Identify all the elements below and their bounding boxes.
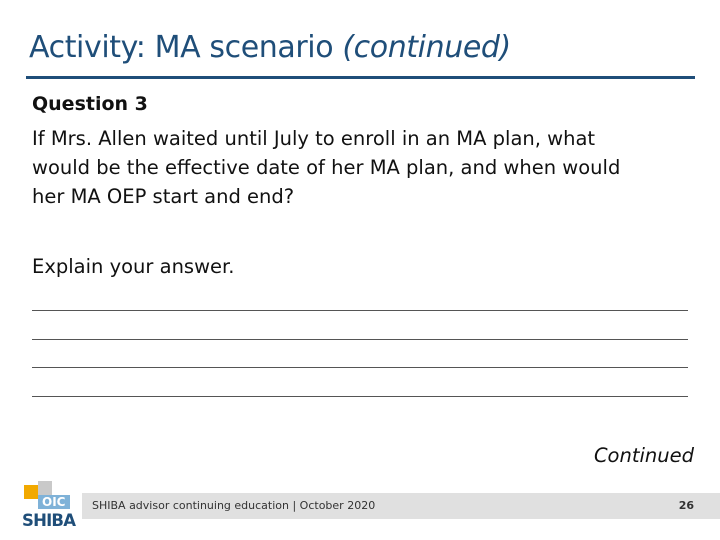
logo-oic-text: OIC (42, 495, 66, 509)
continued-label: Continued (593, 444, 694, 467)
shiba-logo (22, 481, 76, 533)
answer-line (32, 396, 688, 397)
logo-wa-text: WA (57, 488, 68, 495)
footer-text: SHIBA advisor continuing education | October 2020 (92, 499, 376, 512)
page-number: 26 (678, 499, 694, 512)
logo-gold-square (24, 485, 38, 499)
answer-line (32, 339, 688, 340)
question-line: her MA OEP start and end? (32, 185, 295, 208)
logo-shiba-text: SHIBA (22, 511, 76, 530)
question-text (32, 124, 702, 211)
explain-prompt: Explain your answer. (32, 255, 235, 278)
question-label: Question 3 (32, 93, 148, 115)
title-main: Activity: MA scenario (29, 30, 343, 65)
slide-title (29, 26, 511, 70)
answer-line (32, 310, 688, 311)
title-divider (26, 76, 695, 79)
question-line: If Mrs. Allen waited until July to enroll in an MA plan, what (32, 127, 596, 150)
logo-grey-square (38, 481, 52, 495)
question-line: would be the effective date of her MA plan, and when would (32, 156, 621, 179)
answer-line (32, 367, 688, 368)
title-continued: (continued) (342, 30, 511, 65)
